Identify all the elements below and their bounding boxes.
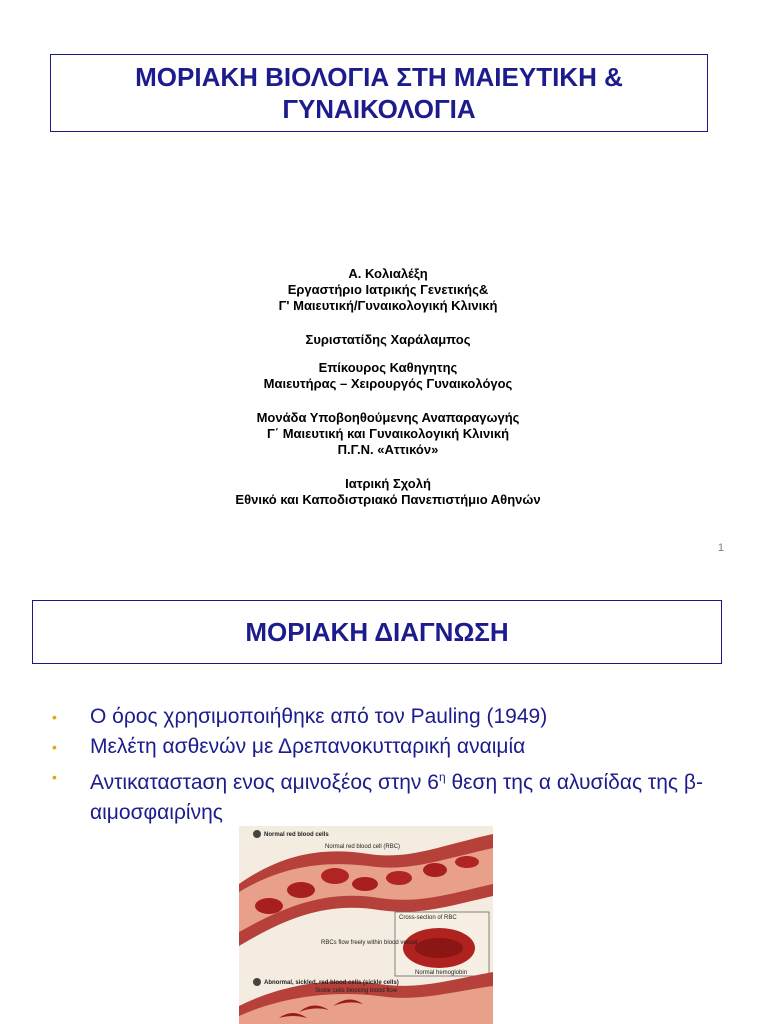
label-sickle-cells: Abnormal, sickled, red blood cells (sickle cells) bbox=[264, 980, 399, 986]
label-hemoglobin: Normal hemoglobin bbox=[415, 970, 468, 976]
bullet-text-before: Αντικαταστaση ενος αμινοξέος στην 6 bbox=[90, 771, 439, 794]
author-line: Α. Κολιαλέξη bbox=[348, 266, 428, 281]
list-item bbox=[50, 702, 710, 732]
page-number: 1 bbox=[717, 542, 724, 554]
label-normal-rbc: Normal red blood cell (RBC) bbox=[325, 844, 401, 850]
author-line: Μαιευτήρας – Χειρουργός Γυναικολόγος bbox=[263, 376, 513, 391]
label-blocking: Sickle cells blocking blood flow bbox=[315, 988, 398, 994]
author-line: Εργαστήριο Ιατρικής Γενετικής& bbox=[287, 282, 489, 297]
red-blood-cell bbox=[423, 863, 447, 877]
author-line: Μονάδα Υποβοηθούμενης Αναπαραγωγής bbox=[256, 410, 520, 425]
author-line: Γ΄ Μαιευτική και Γυναικολογική Κλινική bbox=[266, 426, 510, 441]
rbc-center bbox=[415, 938, 463, 958]
red-blood-cell bbox=[287, 882, 315, 898]
list-item bbox=[50, 762, 710, 828]
label-cross-section: Cross-section of RBC bbox=[399, 915, 457, 921]
label-normal-cells: Normal red blood cells bbox=[264, 832, 329, 838]
bullet-text: Μελέτη ασθενών με Δρεπανοκυτταρική αναιμία bbox=[90, 735, 526, 758]
red-blood-cell bbox=[386, 871, 412, 885]
red-blood-cell bbox=[352, 877, 378, 891]
label-b-icon bbox=[253, 978, 261, 986]
author-line: Π.Γ.Ν. «Αττικόν» bbox=[337, 442, 439, 457]
author-line: Ιατρική Σχολή bbox=[345, 476, 431, 491]
bullet-text-after: θεση της α αλυσίδας της β-αιμοσφαιρίνης bbox=[90, 771, 703, 824]
red-blood-cell bbox=[455, 856, 479, 868]
author-line: Επίκουρος Καθηγητης bbox=[318, 360, 458, 375]
sickle-cell-figure bbox=[239, 826, 493, 1024]
author-line: Συριστατίδης Χαράλαμπος bbox=[305, 332, 471, 347]
red-blood-cell bbox=[321, 868, 349, 884]
label-a-icon bbox=[253, 830, 261, 838]
label-flow: RBCs flow freely within blood vessel bbox=[321, 940, 418, 946]
bullet-icon: • bbox=[52, 739, 57, 755]
author-block bbox=[100, 266, 676, 508]
bullet-icon: • bbox=[52, 709, 57, 725]
red-blood-cell bbox=[255, 898, 283, 914]
slide2-title: ΜΟΡΙΑΚΗ ΔΙΑΓΝΩΣΗ bbox=[32, 600, 722, 664]
list-item bbox=[50, 732, 710, 762]
superscript-eta: η bbox=[438, 770, 446, 784]
bullet-list bbox=[50, 702, 710, 828]
bullet-text: Ο όρος χρησιμοποιήθηκε από τον Pauling (1949) bbox=[90, 705, 548, 728]
bullet-icon: • bbox=[52, 769, 57, 785]
slide1-title: ΜΟΡΙΑΚΗ ΒΙΟΛΟΓΙΑ ΣΤΗ ΜΑΙΕΥΤΙΚΗ & ΓΥΝΑΙΚΟΛΟΓΙΑ bbox=[50, 54, 708, 132]
blood-vessel-illustration bbox=[239, 826, 493, 1024]
author-line: Γ' Μαιευτική/Γυναικολογική Κλινική bbox=[278, 298, 498, 313]
author-line: Εθνικό και Καποδιστριακό Πανεπιστήμιο Αθηνών bbox=[235, 492, 541, 507]
